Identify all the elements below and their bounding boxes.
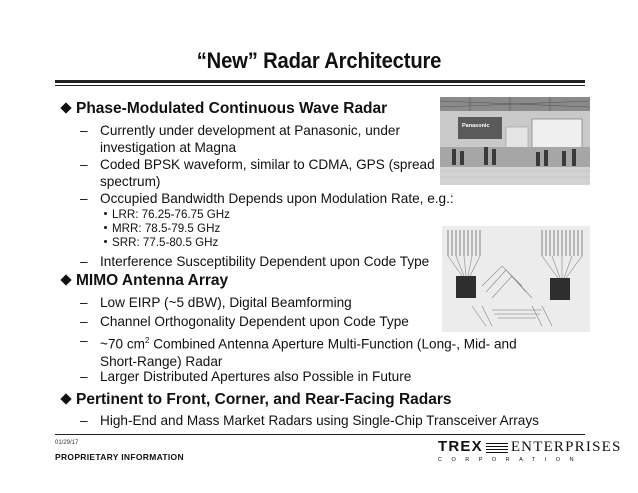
diamond-bullet-icon bbox=[60, 102, 71, 113]
sub-item-srr: SRR: 77.5-80.5 GHz bbox=[104, 236, 218, 249]
tradeshow-photo bbox=[440, 97, 590, 185]
slide-title: “New” Radar Architecture bbox=[196, 48, 442, 73]
list-item: – Interference Susceptibility Dependent upon Code Type bbox=[80, 254, 430, 269]
trex-logo: TREX ENTERPRISES CORPORATION bbox=[438, 438, 622, 463]
list-item: – Low EIRP (~5 dBW), Digital Beamforming bbox=[80, 295, 352, 310]
list-item: – Larger Distributed Apertures also Possible in Future bbox=[80, 369, 412, 384]
proprietary-label: PROPRIETARY INFORMATION bbox=[55, 452, 184, 462]
logo-stripes-icon bbox=[486, 443, 508, 453]
panasonic-sign: Panasonic bbox=[462, 123, 490, 129]
title-rule-thin bbox=[55, 85, 585, 86]
title-rule-thick bbox=[55, 80, 585, 83]
antenna-array-chip-image bbox=[442, 226, 590, 332]
list-item: – Channel Orthogonality Dependent upon Code Type bbox=[80, 314, 409, 329]
list-item: – Currently under development at Panasonic, under investigation at Magna bbox=[80, 123, 400, 155]
list-item: – Coded BPSK waveform, similar to CDMA, GPS (spread spectrum) bbox=[80, 157, 435, 189]
sub-item-lrr: LRR: 76.25-76.75 GHz bbox=[104, 208, 230, 221]
footer-date-code: 01/29/17 bbox=[55, 440, 79, 446]
diamond-bullet-icon bbox=[60, 274, 71, 285]
footer-rule bbox=[55, 434, 585, 435]
diamond-bullet-icon bbox=[60, 393, 71, 404]
sub-item-mrr: MRR: 78.5-79.5 GHz bbox=[104, 222, 220, 235]
list-item: – ~70 $cm^2$ Combined Antenna Aperture Multi-Function (Long-, Mid- and Short-Range) Radar bbox=[80, 333, 517, 369]
list-item: – High-End and Mass Market Radars using Single-Chip Transceiver Arrays bbox=[80, 413, 539, 428]
section-heading-mimo: MIMO Antenna Array bbox=[62, 272, 228, 290]
list-item: – Occupied Bandwidth Depends upon Modulation Rate, e.g.: bbox=[80, 191, 454, 206]
section-heading-pmcw: Phase-Modulated Continuous Wave Radar bbox=[62, 100, 387, 118]
section-heading-pertinent: Pertinent to Front, Corner, and Rear-Facing Radars bbox=[62, 391, 452, 409]
